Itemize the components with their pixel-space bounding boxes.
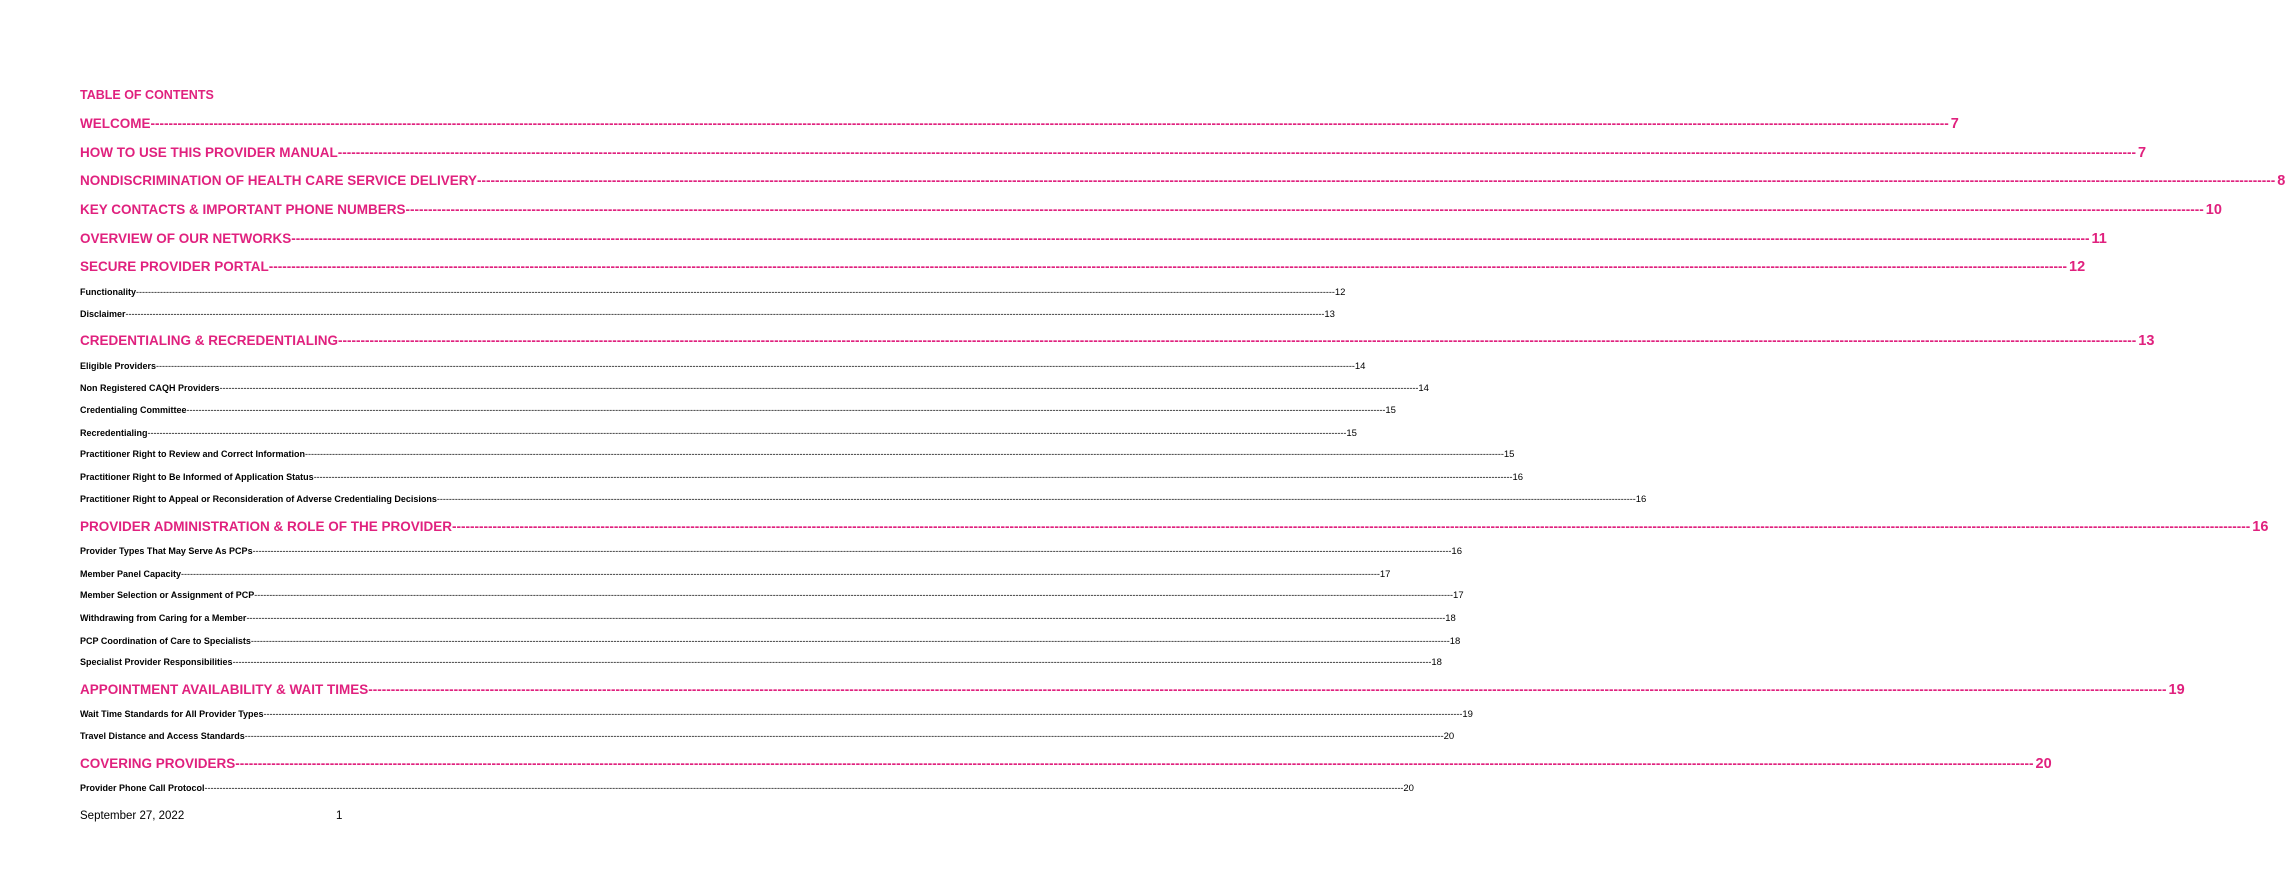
toc-dot-leader: ---------------------------------------------------------------------------------------------------------------------------------------------------------------------------------------------------------------------------------------------------------------------------------------------------------------------------------------------------------------------------------------------------------------- — [156, 361, 1355, 371]
toc-dot-leader: ---------------------------------------------------------------------------------------------------------------------------------------------------------------------------------------------------------------------------------------------------------------------------------------------------------------------------------------------------------------------------------------------------------------- — [246, 613, 1446, 623]
toc-subsection-entry[interactable] — [80, 494, 1647, 506]
toc-dot-leader: ---------------------------------------------------------------------------------------------------------------------------------------------------------------------------------------------------------------------------------------------------------------------------------------------------------------------------------------------------------------------------------------------------------------- — [254, 590, 1454, 600]
toc-entry-page: 20 — [2035, 756, 2052, 772]
toc-dot-leader: ---------------------------------------------------------------------------------------------------------------------------------------------------------------------------------------------------------------------------------------------------------------------------------------------------------------------------------------------------------------------------------------------------------------- — [204, 783, 1404, 793]
toc-entry-label: Member Panel Capacity — [80, 569, 182, 579]
toc-subsection-entry[interactable] — [80, 309, 1335, 321]
toc-dot-leader: ---------------------------------------------------------------------------------------------------------------------------------------------------------------------------------------------------------------------------------------------------------------------------------------------------------------------------------------------------------------------------------------------------------------- — [452, 519, 2251, 534]
toc-entry-label: Functionality — [80, 287, 136, 297]
footer-date: September 27, 2022 — [80, 810, 185, 822]
toc-dot-leader: ---------------------------------------------------------------------------------------------------------------------------------------------------------------------------------------------------------------------------------------------------------------------------------------------------------------------------------------------------------------------------------------------------------------- — [186, 405, 1386, 415]
toc-subsection-entry[interactable] — [80, 783, 1414, 795]
toc-section-entry[interactable] — [80, 231, 2107, 249]
toc-entry-page: 13 — [2138, 333, 2155, 349]
toc-dot-leader: ---------------------------------------------------------------------------------------------------------------------------------------------------------------------------------------------------------------------------------------------------------------------------------------------------------------------------------------------------------------------------------------------------------------- — [268, 259, 2068, 274]
toc-entry-page: 10 — [2205, 202, 2222, 218]
toc-subsection-entry[interactable] — [80, 590, 1464, 602]
toc-title: TABLE OF CONTENTS — [80, 88, 214, 102]
toc-section-entry[interactable] — [80, 145, 2147, 163]
toc-entry-label: Member Selection or Assignment of PCP — [80, 590, 255, 600]
toc-entry-label: Credentialing Committee — [80, 405, 187, 415]
toc-entry-page: 17 — [1379, 569, 1391, 580]
toc-entry-page: 16 — [1512, 472, 1524, 483]
toc-entry-label: COVERING PROVIDERS — [80, 756, 236, 771]
toc-dot-leader: ---------------------------------------------------------------------------------------------------------------------------------------------------------------------------------------------------------------------------------------------------------------------------------------------------------------------------------------------------------------------------------------------------------------- — [232, 657, 1432, 667]
toc-section-entry[interactable] — [80, 259, 2086, 277]
toc-subsection-entry[interactable] — [80, 731, 1455, 743]
toc-entry-page: 17 — [1453, 590, 1464, 601]
toc-entry-label: Withdrawing from Caring for a Member — [80, 613, 247, 623]
toc-entry-label: Specialist Provider Responsibilities — [80, 657, 233, 667]
toc-entry-label: Eligible Providers — [80, 361, 157, 371]
toc-dot-leader: ---------------------------------------------------------------------------------------------------------------------------------------------------------------------------------------------------------------------------------------------------------------------------------------------------------------------------------------------------------------------------------------------------------------- — [291, 231, 2090, 246]
toc-entry-page: 13 — [1324, 309, 1335, 320]
toc-entry-page: 20 — [1443, 731, 1455, 742]
toc-entry-page: 15 — [1385, 405, 1396, 416]
toc-entry-page: 7 — [1950, 116, 1959, 132]
toc-entry-label: PROVIDER ADMINISTRATION & ROLE OF THE PROVIDER — [80, 519, 453, 534]
toc-section-entry[interactable] — [80, 202, 2222, 220]
toc-dot-leader: ---------------------------------------------------------------------------------------------------------------------------------------------------------------------------------------------------------------------------------------------------------------------------------------------------------------------------------------------------------------------------------------------------------------- — [252, 546, 1452, 556]
toc-subsection-entry[interactable] — [80, 546, 1462, 558]
toc-entry-label: Practitioner Right to Be Informed of Application Status — [80, 472, 314, 482]
toc-entry-label: Recredentialing — [80, 428, 148, 438]
toc-section-entry[interactable] — [80, 333, 2155, 351]
toc-section-entry[interactable] — [80, 173, 2285, 191]
toc-entry-page: 19 — [2168, 682, 2185, 698]
toc-entry-label: WELCOME — [80, 116, 151, 131]
toc-entry-label: KEY CONTACTS & IMPORTANT PHONE NUMBERS — [80, 202, 406, 217]
toc-entry-label: OVERVIEW OF OUR NETWORKS — [80, 231, 292, 246]
toc-entry-label: Practitioner Right to Review and Correct Information — [80, 449, 306, 459]
toc-dot-leader: ---------------------------------------------------------------------------------------------------------------------------------------------------------------------------------------------------------------------------------------------------------------------------------------------------------------------------------------------------------------------------------------------------------------- — [405, 202, 2204, 217]
toc-entry-page: 16 — [1635, 494, 1647, 505]
toc-subsection-entry[interactable] — [80, 636, 1461, 648]
toc-entry-label: Practitioner Right to Appeal or Reconsideration of Adverse Credentialing Decisions — [80, 494, 437, 504]
toc-subsection-entry[interactable] — [80, 569, 1391, 581]
toc-dot-leader: ---------------------------------------------------------------------------------------------------------------------------------------------------------------------------------------------------------------------------------------------------------------------------------------------------------------------------------------------------------------------------------------------------------------- — [305, 449, 1504, 459]
toc-entry-page: 14 — [1354, 361, 1366, 372]
toc-entry-label: CREDENTIALING & RECREDENTIALING — [80, 333, 339, 348]
toc-dot-leader: ---------------------------------------------------------------------------------------------------------------------------------------------------------------------------------------------------------------------------------------------------------------------------------------------------------------------------------------------------------------------------------------------------------------- — [150, 116, 1949, 131]
toc-entry-page: 18 — [1431, 657, 1442, 668]
toc-entry-page: 15 — [1346, 428, 1357, 439]
toc-dot-leader: ---------------------------------------------------------------------------------------------------------------------------------------------------------------------------------------------------------------------------------------------------------------------------------------------------------------------------------------------------------------------------------------------------------------- — [244, 731, 1444, 741]
toc-entry-page: 7 — [2138, 145, 2147, 161]
toc-entry-label: HOW TO USE THIS PROVIDER MANUAL — [80, 145, 338, 160]
toc-entry-label: PCP Coordination of Care to Specialists — [80, 636, 251, 646]
toc-entry-label: NONDISCRIMINATION OF HEALTH CARE SERVICE DELIVERY — [80, 173, 478, 188]
toc-entry-label: Non Registered CAQH Providers — [80, 383, 220, 393]
toc-subsection-entry[interactable] — [80, 405, 1396, 417]
toc-subsection-entry[interactable] — [80, 657, 1442, 669]
toc-dot-leader: ---------------------------------------------------------------------------------------------------------------------------------------------------------------------------------------------------------------------------------------------------------------------------------------------------------------------------------------------------------------------------------------------------------------- — [368, 682, 2167, 697]
toc-entry-page: 16 — [1451, 546, 1462, 557]
toc-entry-label: Provider Types That May Serve As PCPs — [80, 546, 253, 556]
toc-entry-page: 11 — [2091, 231, 2107, 247]
toc-dot-leader: ---------------------------------------------------------------------------------------------------------------------------------------------------------------------------------------------------------------------------------------------------------------------------------------------------------------------------------------------------------------------------------------------------------------- — [219, 383, 1419, 393]
toc-entry-page: 18 — [1449, 636, 1461, 647]
toc-dot-leader: ---------------------------------------------------------------------------------------------------------------------------------------------------------------------------------------------------------------------------------------------------------------------------------------------------------------------------------------------------------------------------------------------------------------- — [250, 636, 1450, 646]
toc-section-entry[interactable] — [80, 116, 1959, 134]
toc-section-entry[interactable] — [80, 682, 2185, 700]
toc-dot-leader: ---------------------------------------------------------------------------------------------------------------------------------------------------------------------------------------------------------------------------------------------------------------------------------------------------------------------------------------------------------------------------------------------------------------- — [436, 494, 1636, 504]
toc-subsection-entry[interactable] — [80, 613, 1456, 625]
toc-entry-page: 15 — [1503, 449, 1515, 460]
toc-subsection-entry[interactable] — [80, 428, 1357, 440]
toc-dot-leader: ---------------------------------------------------------------------------------------------------------------------------------------------------------------------------------------------------------------------------------------------------------------------------------------------------------------------------------------------------------------------------------------------------------------- — [337, 145, 2137, 160]
toc-section-entry[interactable] — [80, 756, 2052, 774]
toc-entry-label: SECURE PROVIDER PORTAL — [80, 259, 269, 274]
toc-entry-label: Provider Phone Call Protocol — [80, 783, 205, 793]
toc-dot-leader: ---------------------------------------------------------------------------------------------------------------------------------------------------------------------------------------------------------------------------------------------------------------------------------------------------------------------------------------------------------------------------------------------------------------- — [136, 287, 1335, 297]
toc-subsection-entry[interactable] — [80, 472, 1524, 484]
toc-dot-leader: ---------------------------------------------------------------------------------------------------------------------------------------------------------------------------------------------------------------------------------------------------------------------------------------------------------------------------------------------------------------------------------------------------------------- — [338, 333, 2137, 348]
toc-entry-label: APPOINTMENT AVAILABILITY & WAIT TIMES — [80, 682, 369, 697]
toc-subsection-entry[interactable] — [80, 709, 1473, 721]
toc-entry-page: 19 — [1462, 709, 1473, 720]
toc-entry-page: 12 — [1334, 287, 1346, 298]
toc-entry-label: Wait Time Standards for All Provider Types — [80, 709, 264, 719]
toc-dot-leader: ---------------------------------------------------------------------------------------------------------------------------------------------------------------------------------------------------------------------------------------------------------------------------------------------------------------------------------------------------------------------------------------------------------------- — [313, 472, 1513, 482]
toc-dot-leader: ---------------------------------------------------------------------------------------------------------------------------------------------------------------------------------------------------------------------------------------------------------------------------------------------------------------------------------------------------------------------------------------------------------------- — [125, 309, 1325, 319]
toc-entry-page: 8 — [2277, 173, 2285, 189]
toc-subsection-entry[interactable] — [80, 449, 1515, 461]
toc-entry-page: 20 — [1403, 783, 1414, 794]
toc-subsection-entry[interactable] — [80, 287, 1346, 299]
toc-entry-page: 12 — [2069, 259, 2086, 275]
toc-entry-page: 16 — [2252, 519, 2269, 535]
toc-dot-leader: ---------------------------------------------------------------------------------------------------------------------------------------------------------------------------------------------------------------------------------------------------------------------------------------------------------------------------------------------------------------------------------------------------------------- — [263, 709, 1463, 719]
toc-section-entry[interactable] — [80, 519, 2269, 537]
footer-page-number: 1 — [336, 810, 343, 822]
toc-entry-label: Travel Distance and Access Standards — [80, 731, 245, 741]
toc-subsection-entry[interactable] — [80, 383, 1429, 395]
toc-dot-leader: ---------------------------------------------------------------------------------------------------------------------------------------------------------------------------------------------------------------------------------------------------------------------------------------------------------------------------------------------------------------------------------------------------------------- — [477, 173, 2276, 188]
toc-dot-leader: ---------------------------------------------------------------------------------------------------------------------------------------------------------------------------------------------------------------------------------------------------------------------------------------------------------------------------------------------------------------------------------------------------------------- — [147, 428, 1347, 438]
toc-entry-label: Disclaimer — [80, 309, 126, 319]
toc-dot-leader: ---------------------------------------------------------------------------------------------------------------------------------------------------------------------------------------------------------------------------------------------------------------------------------------------------------------------------------------------------------------------------------------------------------------- — [235, 756, 2034, 771]
toc-entry-page: 18 — [1445, 613, 1456, 624]
toc-subsection-entry[interactable] — [80, 361, 1366, 373]
toc-dot-leader: ---------------------------------------------------------------------------------------------------------------------------------------------------------------------------------------------------------------------------------------------------------------------------------------------------------------------------------------------------------------------------------------------------------------- — [181, 569, 1380, 579]
toc-entry-page: 14 — [1418, 383, 1429, 394]
